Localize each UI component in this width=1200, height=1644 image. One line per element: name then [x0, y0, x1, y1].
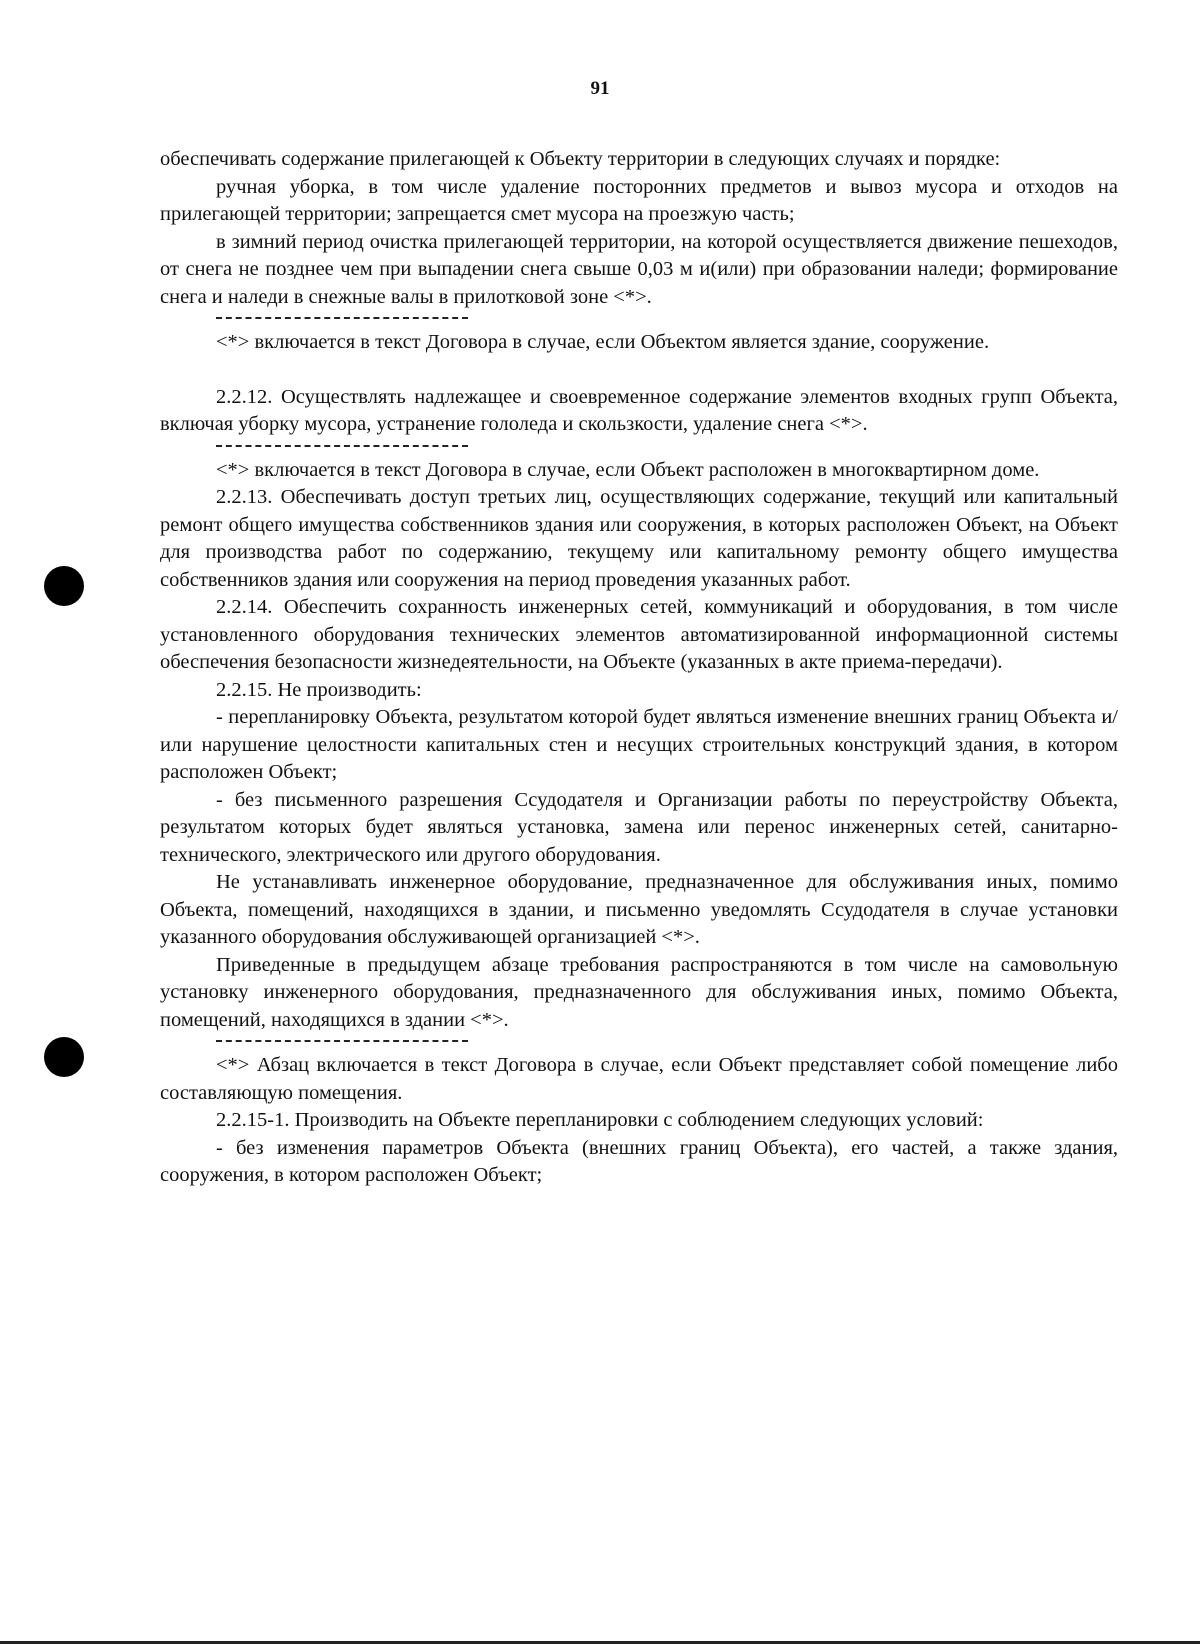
paragraph: 2.2.14. Обеспечить сохранность инженерных сетей, коммуникаций и оборудования, в том числе установленного оборудования технических элементов автоматизированной информационной системы обеспечения безопасности жизнедеятельности, на Объекте (указанных в акте приема-передачи). — [160, 596, 1118, 673]
paragraph: - перепланировку Объекта, результатом которой будет являться изменение внешних границ Объекта и/или нарушение целостности капитальных стен и несущих строительных конструкций здания, в котором расположен Объект; — [160, 706, 1118, 783]
page-number: 91 — [590, 78, 610, 99]
footnote: <*> включается в текст Договора в случае, если Объектом является здание, сооружение. — [216, 331, 990, 353]
footnote-separator — [216, 317, 468, 319]
document-body — [160, 146, 1118, 1190]
paragraph: 2.2.15. Не производить: — [216, 678, 422, 701]
footnote: <*> Абзац включается в текст Договора в случае, если Объект представляет собой помещение либо составляющую помещения. — [160, 1054, 1118, 1104]
paragraph: - без письменного разрешения Ссудодателя и Организации работы по переустройству Объекта, результатом которых будет являться установка, замена или перенос инженерных сетей, санитарно-технического, электрического или другого оборудования. — [160, 788, 1118, 866]
paragraph: 2.2.15-1. Производить на Объекте перепланировки с соблюдением следующих условий: — [216, 1109, 984, 1131]
paragraph: 2.2.13. Обеспечивать доступ третьих лиц, осуществляющих содержание, текущий или капитальный ремонт общего имущества собственников здания или сооружения, в которых расположен Объект, на Объект для производства работ по содержанию, текущему или капитальному ремонту общего имущества собственников здания или сооружения на период проведения указанных работ. — [160, 486, 1118, 591]
punch-hole — [44, 1037, 84, 1077]
spacer — [160, 357, 1118, 384]
paragraph: Приведенные в предыдущем абзаце требования распространяются в том числе на самовольную установку инженерного оборудования, предназначенного для обслуживания иных, помимо Объекта, помещений, находящихся в здании <*>. — [160, 953, 1118, 1031]
footnote-separator — [216, 445, 468, 447]
paragraph: Не устанавливать инженерное оборудование, предназначенное для обслуживания иных, помимо Объекта, помещений, находящихся в здании, и письменно уведомлять Ссудодателя в случае установки указанного оборудования обслуживающей организацией <*>. — [160, 871, 1118, 948]
punch-hole — [44, 566, 84, 606]
paragraph: 2.2.12. Осуществлять надлежащее и своевременное содержание элементов входных групп Объекта, включая уборку мусора, устранение гололеда и скользкости, удаление снега <*>. — [160, 385, 1118, 435]
paragraph: ручная уборка, в том числе удаление посторонних предметов и вывоз мусора и отходов на прилегающей территории; запрещается смет мусора на проезжую часть; — [160, 175, 1118, 225]
paragraph: - без изменения параметров Объекта (внешних границ Объекта), его частей, а также здания, сооружения, в котором расположен Объект; — [160, 1136, 1118, 1186]
footnote-separator — [216, 1040, 468, 1042]
paragraph: в зимний период очистка прилегающей территории, на которой осуществляется движение пешеходов, от снега не позднее чем при выпадении снега свыше 0,03 м и(или) при образовании наледи; формирование снега и наледи в снежные валы в прилотковой зоне <*>. — [160, 230, 1118, 308]
paragraph: обеспечивать содержание прилегающей к Объекту территории в следующих случаях и порядке: — [160, 148, 1001, 170]
footnote: <*> включается в текст Договора в случае, если Объект расположен в многоквартирном доме. — [216, 458, 1040, 481]
